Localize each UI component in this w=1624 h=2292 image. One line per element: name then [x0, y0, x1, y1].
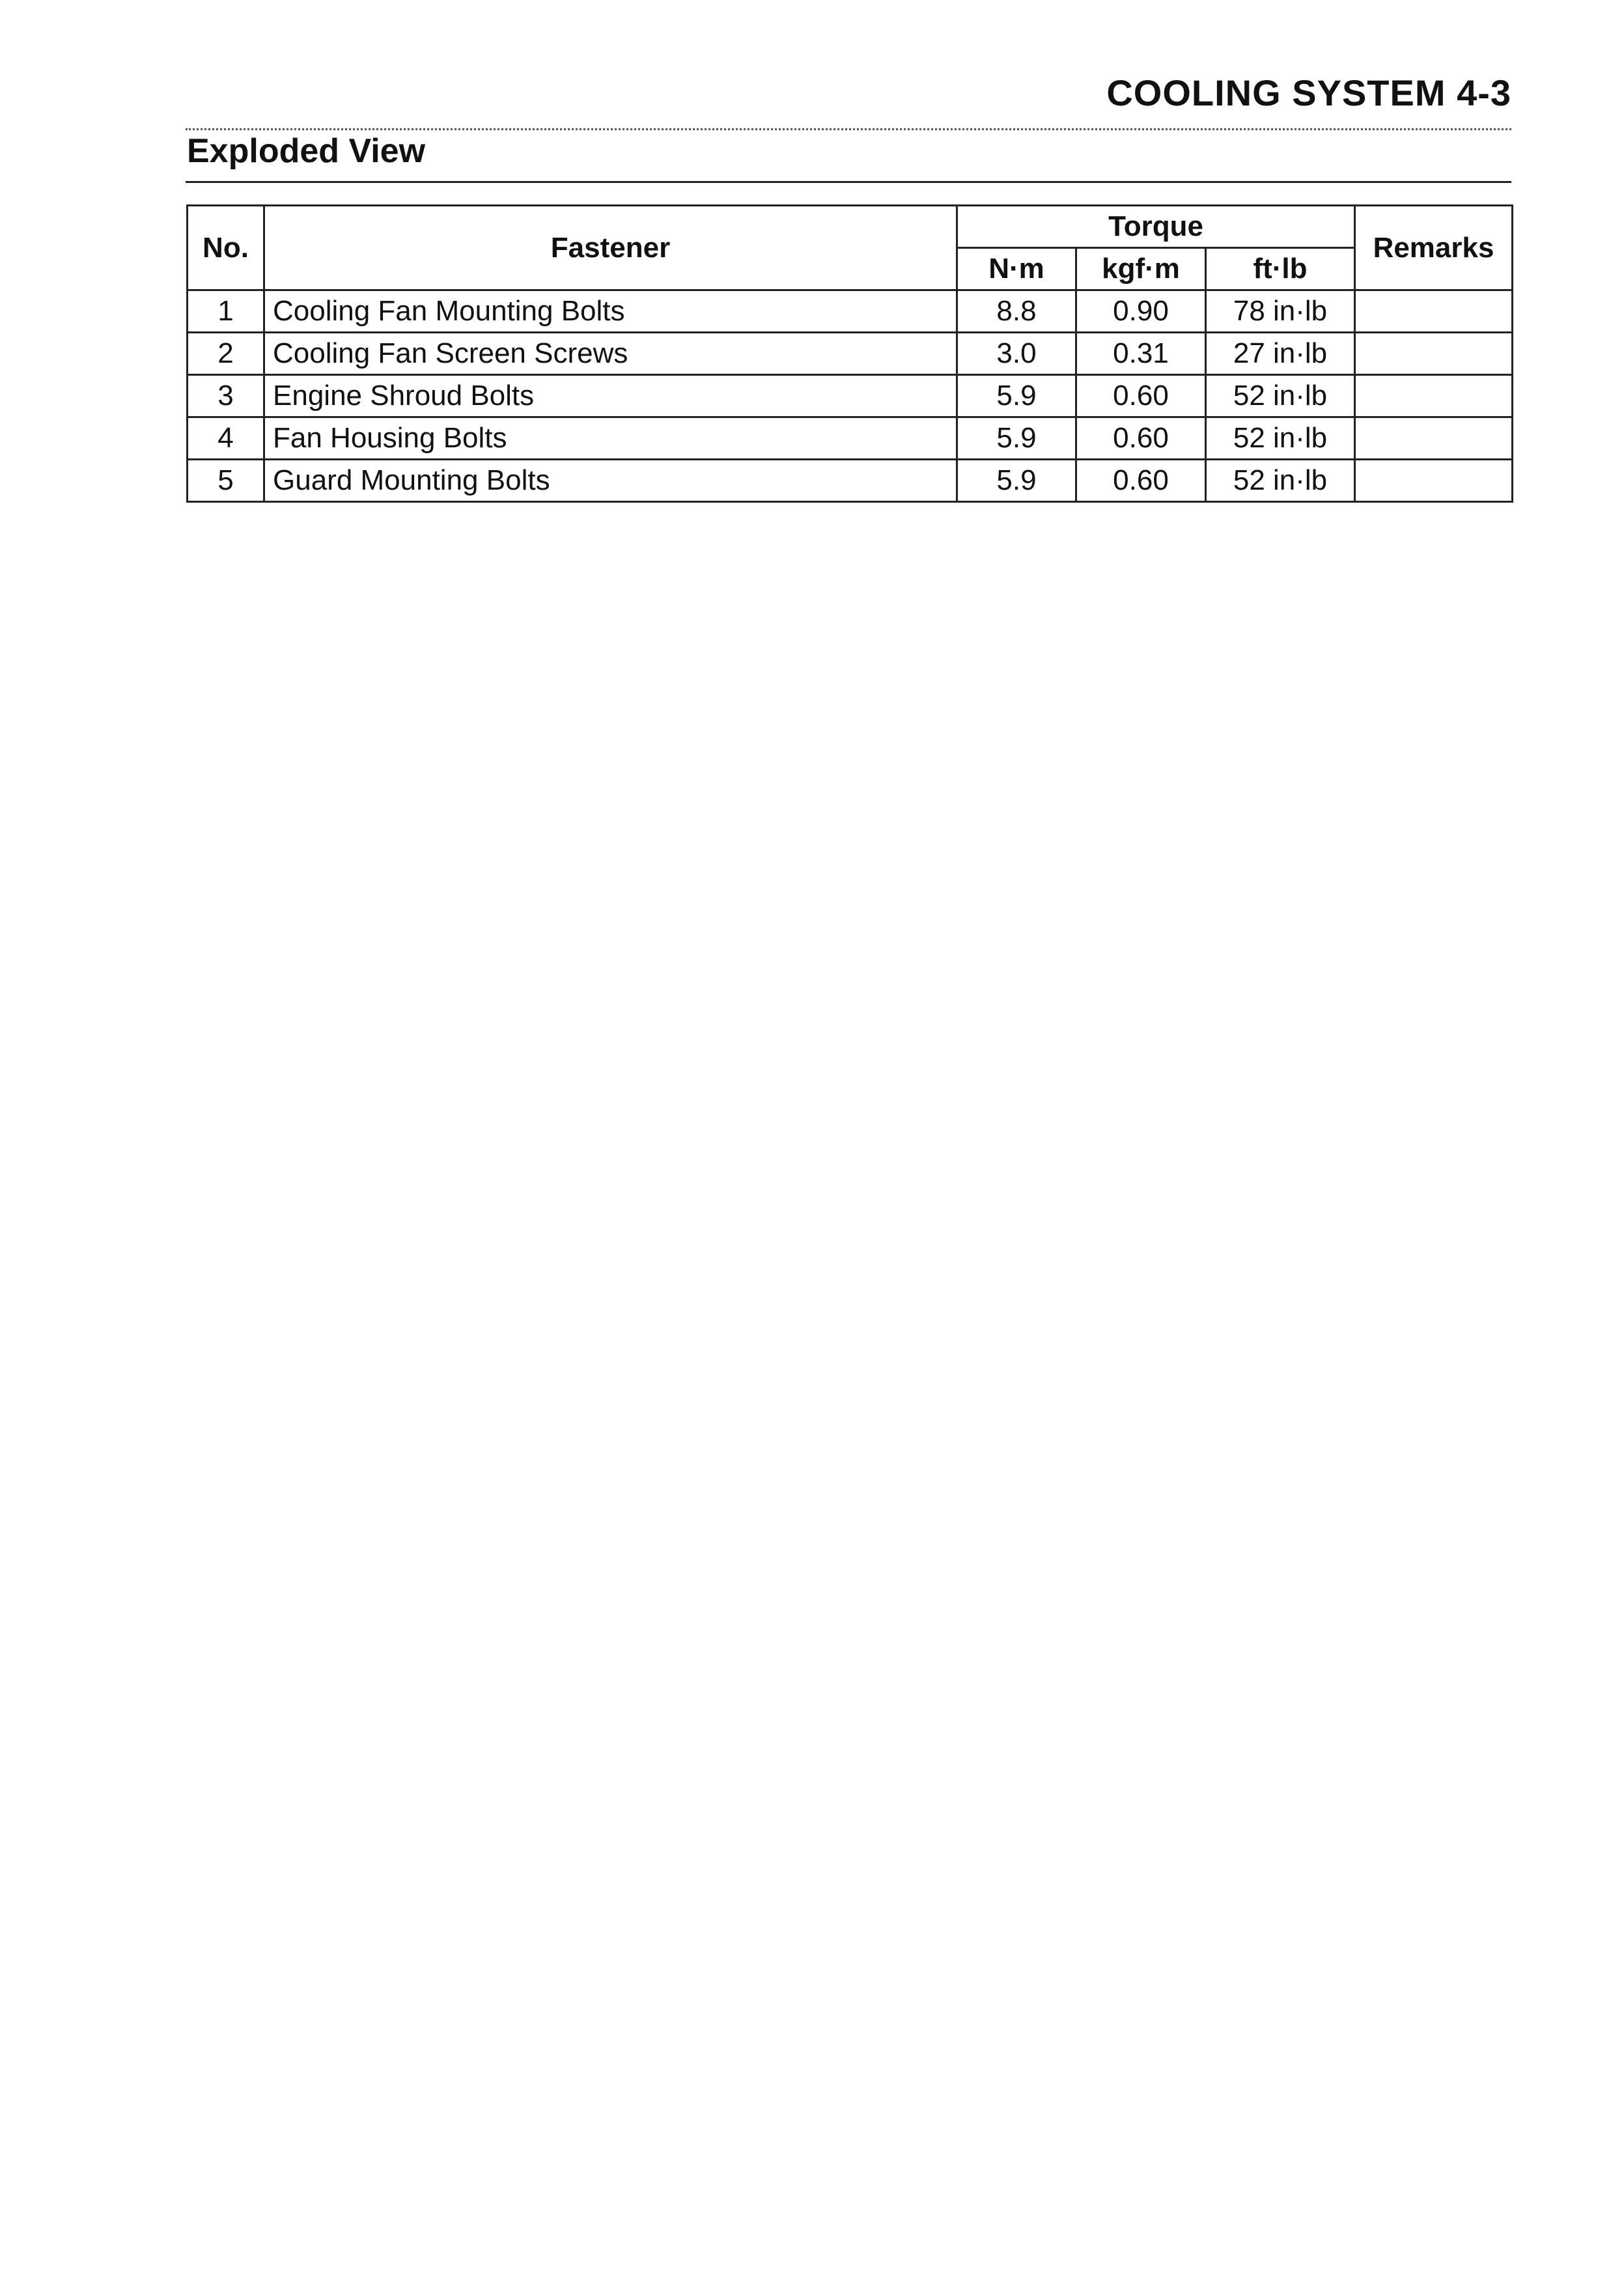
cell-remarks	[1355, 417, 1513, 460]
cell-no: 1	[188, 290, 264, 333]
cell-remarks	[1355, 375, 1513, 417]
cell-remarks	[1355, 333, 1513, 375]
page-header	[186, 68, 1511, 130]
cell-fastener: Guard Mounting Bolts	[264, 460, 957, 502]
cell-no: 3	[188, 375, 264, 417]
table-row	[188, 460, 1513, 502]
table-row	[188, 333, 1513, 375]
cell-fastener: Cooling Fan Mounting Bolts	[264, 290, 957, 333]
column-header-nm: N·m	[957, 248, 1076, 290]
table-row	[188, 375, 1513, 417]
cell-no: 4	[188, 417, 264, 460]
cell-ftlb: 52 in·lb	[1206, 417, 1355, 460]
cell-fastener: Engine Shroud Bolts	[264, 375, 957, 417]
cell-nm: 8.8	[957, 290, 1076, 333]
cell-ftlb: 52 in·lb	[1206, 375, 1355, 417]
cell-nm: 3.0	[957, 333, 1076, 375]
table-header-row	[188, 206, 1513, 248]
column-header-ftlb: ft·lb	[1206, 248, 1355, 290]
column-header-no: No.	[188, 206, 264, 290]
page-header-title: COOLING SYSTEM 4-3	[1106, 72, 1511, 113]
cell-fastener: Cooling Fan Screen Screws	[264, 333, 957, 375]
cell-kgfm: 0.60	[1076, 460, 1206, 502]
cell-kgfm: 0.90	[1076, 290, 1206, 333]
cell-nm: 5.9	[957, 375, 1076, 417]
column-header-remarks: Remarks	[1355, 206, 1513, 290]
cell-remarks	[1355, 290, 1513, 333]
cell-ftlb: 52 in·lb	[1206, 460, 1355, 502]
section-title: Exploded View	[187, 132, 426, 170]
cell-kgfm: 0.31	[1076, 333, 1206, 375]
table-row	[188, 290, 1513, 333]
cell-no: 5	[188, 460, 264, 502]
cell-kgfm: 0.60	[1076, 375, 1206, 417]
cell-ftlb: 78 in·lb	[1206, 290, 1355, 333]
cell-nm: 5.9	[957, 460, 1076, 502]
cell-kgfm: 0.60	[1076, 417, 1206, 460]
torque-table	[186, 204, 1513, 503]
cell-ftlb: 27 in·lb	[1206, 333, 1355, 375]
cell-remarks	[1355, 460, 1513, 502]
cell-fastener: Fan Housing Bolts	[264, 417, 957, 460]
section-heading	[186, 130, 1511, 183]
column-header-kgfm: kgf·m	[1076, 248, 1206, 290]
table-row	[188, 417, 1513, 460]
column-header-fastener: Fastener	[264, 206, 957, 290]
cell-no: 2	[188, 333, 264, 375]
column-header-torque: Torque	[957, 206, 1355, 248]
cell-nm: 5.9	[957, 417, 1076, 460]
